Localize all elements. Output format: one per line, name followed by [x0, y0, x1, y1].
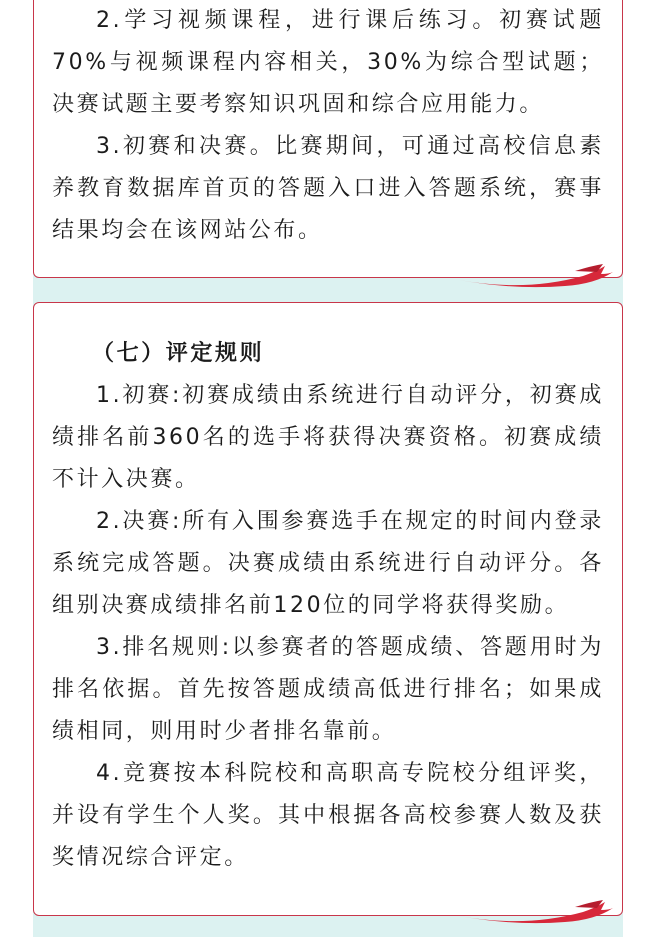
content-card-rules — [33, 302, 623, 916]
card-rules-content — [34, 333, 622, 879]
paragraph: 2.决赛:所有入围参赛选手在规定的时间内登录系统完成答题。决赛成绩由系统进行自动评分。各组别决赛成绩排名前120位的同学将获得奖励。 — [52, 509, 604, 618]
paragraph: 3.初赛和决赛。比赛期间，可通过高校信息素养教育数据库首页的答题入口进入答题系统，赛事结果均会在该网站公布。 — [52, 134, 604, 243]
paragraph: 1.初赛:初赛成绩由系统进行自动评分，初赛成绩排名前360名的选手将获得决赛资格。初赛成绩不计入决赛。 — [52, 383, 604, 492]
paragraph: 4.竞赛按本科院校和高职高专院校分组评奖，并设有学生个人奖。其中根据各高校参赛人数及获奖情况综合评定。 — [52, 761, 604, 870]
red-ribbon-flourish-icon — [455, 898, 615, 924]
section-heading: （七）评定规则 — [92, 341, 265, 366]
card-top-content — [34, 0, 622, 252]
red-ribbon-flourish-icon — [455, 262, 615, 288]
paragraph: 3.排名规则:以参赛者的答题成绩、答题用时为排名依据。首先按答题成绩高低进行排名；如果成绩相同，则用时少者排名靠前。 — [52, 635, 604, 744]
content-card-top — [33, 0, 623, 278]
paragraph: 2.学习视频课程，进行课后练习。初赛试题70%与视频课程内容相关，30%为综合型试题；决赛试题主要考察知识巩固和综合应用能力。 — [52, 8, 604, 117]
